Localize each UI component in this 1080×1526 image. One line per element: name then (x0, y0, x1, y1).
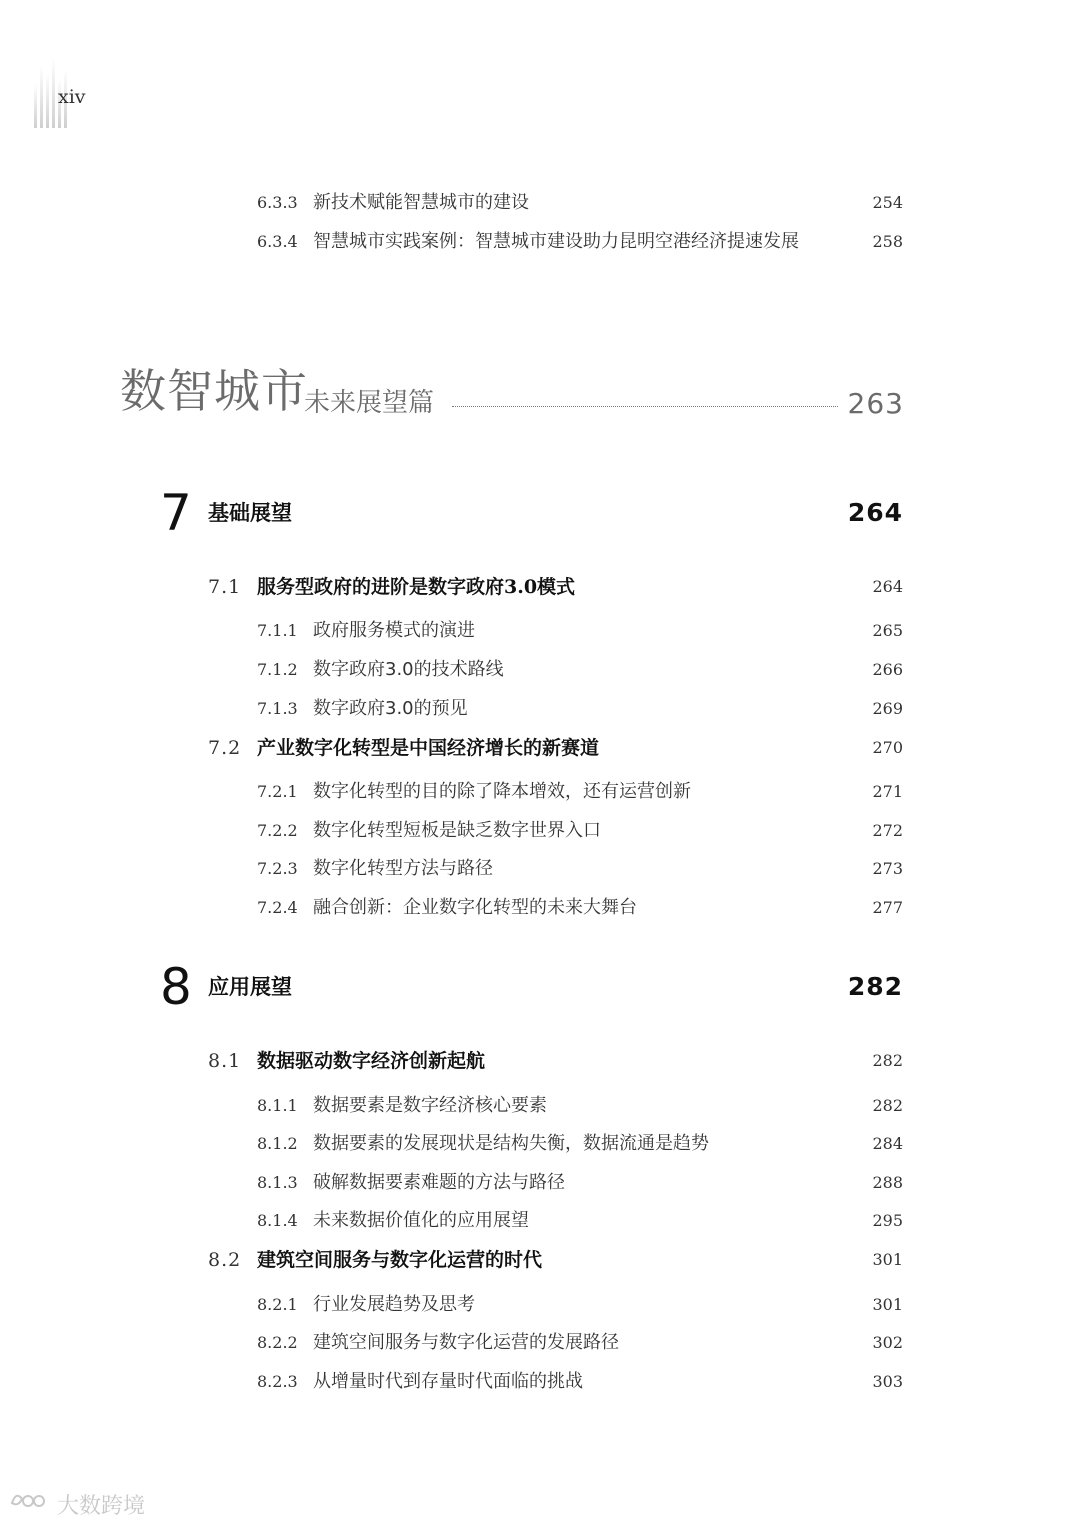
entry-number: 7.1.1 (257, 621, 298, 640)
entry-title: 从增量时代到存量时代面临的挑战 (313, 1371, 583, 1392)
toc-section[interactable] (0, 733, 1080, 763)
toc-section[interactable] (0, 1245, 1080, 1275)
entry-number: 8.2.2 (257, 1333, 298, 1352)
entry-page: 258 (872, 232, 903, 251)
entry-page: 277 (872, 898, 903, 917)
section-number: 7.2 (208, 737, 242, 759)
entry-title: 行业发展趋势及思考 (313, 1294, 475, 1315)
entry-title: 数据要素的发展现状是结构失衡，数据流通是趋势 (313, 1133, 709, 1154)
toc-entry[interactable] (0, 1168, 1080, 1198)
entry-page: 284 (872, 1134, 903, 1153)
section-page: 282 (872, 1051, 903, 1070)
toc-entry[interactable] (0, 616, 1080, 646)
entry-page: 266 (872, 660, 903, 679)
toc-entry[interactable] (0, 1367, 1080, 1397)
entry-number: 6.3.3 (257, 193, 298, 212)
part-title-main: 数智城市 (120, 364, 308, 418)
toc-entry[interactable] (0, 1290, 1080, 1320)
page-number: xiv (58, 86, 86, 108)
entry-page: 265 (872, 621, 903, 640)
toc-entry[interactable] (0, 1206, 1080, 1236)
chapter-heading[interactable] (0, 483, 1080, 543)
entry-number: 8.1.3 (257, 1173, 298, 1192)
entry-page: 271 (872, 782, 903, 801)
chapter-page: 282 (847, 972, 903, 1001)
section-title: 服务型政府的进阶是数字政府3.0模式 (257, 576, 576, 598)
section-title: 数据驱动数字经济创新起航 (257, 1050, 486, 1072)
toc-entry[interactable] (0, 854, 1080, 884)
entry-title: 数据要素是数字经济核心要素 (313, 1095, 547, 1116)
entry-title: 新技术赋能智慧城市的建设 (313, 192, 529, 213)
entry-number: 7.2.1 (257, 782, 298, 801)
entry-title: 智慧城市实践案例：智慧城市建设助力昆明空港经济提速发展 (313, 231, 799, 252)
entry-number: 8.1.2 (257, 1134, 298, 1153)
entry-page: 288 (872, 1173, 903, 1192)
entry-title: 数字化转型短板是缺乏数字世界入口 (313, 820, 601, 841)
entry-title: 融合创新：企业数字化转型的未来大舞台 (313, 897, 637, 918)
toc-entry[interactable] (0, 694, 1080, 724)
chapter-page: 264 (847, 498, 903, 527)
entry-number: 7.2.4 (257, 898, 298, 917)
toc-entry[interactable] (0, 655, 1080, 685)
dotted-leader (452, 405, 838, 407)
part-heading[interactable] (120, 365, 910, 435)
page-corner-mark (30, 48, 90, 128)
dashuju-logo-icon (8, 1488, 46, 1524)
toc-entry[interactable] (0, 1091, 1080, 1121)
entry-number: 7.2.2 (257, 821, 298, 840)
section-page: 301 (872, 1250, 903, 1269)
part-page-number: 263 (847, 387, 904, 420)
entry-number: 7.2.3 (257, 859, 298, 878)
entry-number: 8.2.1 (257, 1295, 298, 1314)
entry-number: 8.2.3 (257, 1372, 298, 1391)
entry-page: 272 (872, 821, 903, 840)
section-page: 264 (872, 577, 903, 596)
entry-page: 295 (872, 1211, 903, 1230)
section-title: 产业数字化转型是中国经济增长的新赛道 (257, 737, 600, 759)
entry-page: 282 (872, 1096, 903, 1115)
entry-title: 数字化转型方法与路径 (313, 858, 493, 879)
watermark-text: 大数跨境 (57, 1494, 146, 1519)
chapter-heading[interactable] (0, 957, 1080, 1017)
toc-entry[interactable] (0, 893, 1080, 923)
entry-number: 6.3.4 (257, 232, 298, 251)
entry-title: 建筑空间服务与数字化运营的发展路径 (313, 1332, 619, 1353)
chapter-number: 8 (160, 958, 192, 1016)
entry-title: 破解数据要素难题的方法与路径 (313, 1172, 565, 1193)
section-title: 建筑空间服务与数字化运营的时代 (257, 1249, 543, 1271)
chapter-number: 7 (160, 484, 192, 542)
toc-entry[interactable] (0, 777, 1080, 807)
toc-section[interactable] (0, 572, 1080, 602)
toc-entry[interactable] (0, 188, 1080, 218)
entry-page: 302 (872, 1333, 903, 1352)
toc-entry[interactable] (0, 227, 1080, 257)
section-page: 270 (872, 738, 903, 757)
entry-page: 254 (872, 193, 903, 212)
entry-number: 7.1.2 (257, 660, 298, 679)
entry-page: 303 (872, 1372, 903, 1391)
entry-page: 301 (872, 1295, 903, 1314)
chapter-title: 应用展望 (208, 975, 292, 999)
toc-entry[interactable] (0, 1129, 1080, 1159)
watermark (8, 1488, 145, 1524)
section-number: 8.1 (208, 1050, 242, 1072)
part-title-sub: 未来展望篇 (304, 388, 435, 418)
entry-title: 数字政府3.0的技术路线 (313, 659, 504, 680)
entry-number: 8.1.1 (257, 1096, 298, 1115)
chapter-title: 基础展望 (208, 501, 292, 525)
entry-number: 7.1.3 (257, 699, 298, 718)
section-number: 8.2 (208, 1249, 242, 1271)
section-number: 7.1 (208, 576, 242, 598)
entry-title: 未来数据价值化的应用展望 (313, 1210, 529, 1231)
toc-section[interactable] (0, 1046, 1080, 1076)
entry-page: 273 (872, 859, 903, 878)
toc-entry[interactable] (0, 1328, 1080, 1358)
entry-page: 269 (872, 699, 903, 718)
entry-title: 数字政府3.0的预见 (313, 698, 468, 719)
toc-entry[interactable] (0, 816, 1080, 846)
entry-title: 数字化转型的目的除了降本增效，还有运营创新 (313, 781, 691, 802)
entry-number: 8.1.4 (257, 1211, 298, 1230)
entry-title: 政府服务模式的演进 (313, 620, 475, 641)
